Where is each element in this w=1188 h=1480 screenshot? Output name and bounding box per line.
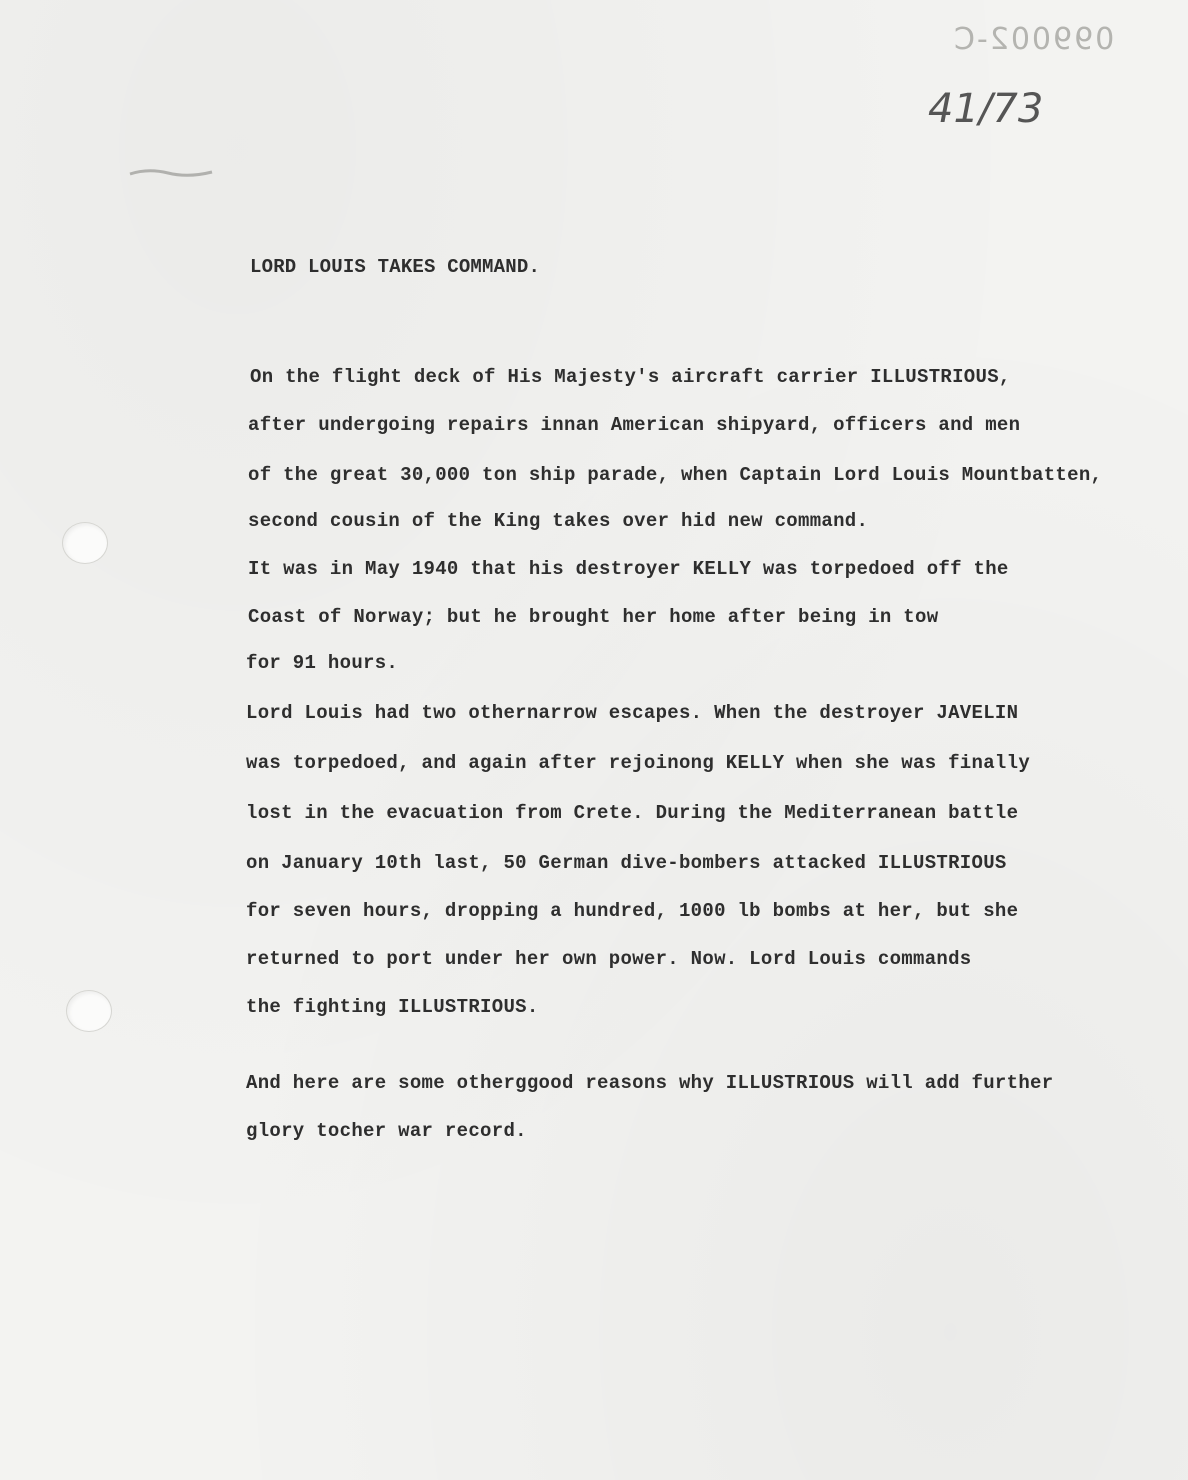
body-line: on January 10th last, 50 German dive-bombers attacked ILLUSTRIOUS <box>246 852 1007 874</box>
body-line: It was in May 1940 that his destroyer KELLY was torpedoed off the <box>248 558 1009 580</box>
body-line: And here are some otherggood reasons why ILLUSTRIOUS will add further <box>246 1072 1054 1094</box>
body-line: for seven hours, dropping a hundred, 1000 lb bombs at her, but she <box>246 900 1019 922</box>
body-line: Coast of Norway; but he brought her home after being in tow <box>248 606 939 628</box>
ink-smudge <box>128 166 214 180</box>
body-line: after undergoing repairs innan American shipyard, officers and men <box>248 414 1021 436</box>
page-title: LORD LOUIS TAKES COMMAND. <box>250 256 541 278</box>
body-line: of the great 30,000 ton ship parade, when Captain Lord Louis Mountbatten, <box>248 464 1103 486</box>
folio-number: 41/73 <box>928 86 1044 132</box>
body-line: for 91 hours. <box>246 652 399 674</box>
body-line: lost in the evacuation from Crete. During the Mediterranean battle <box>246 802 1019 824</box>
body-line: the fighting ILLUSTRIOUS. <box>246 996 539 1018</box>
archive-code: 099002-C <box>952 22 1115 57</box>
punch-hole-top <box>62 522 108 564</box>
body-line: glory tocher war record. <box>246 1120 527 1142</box>
body-line: was torpedoed, and again after rejoinong KELLY when she was finally <box>246 752 1031 774</box>
body-line: second cousin of the King takes over hid new command. <box>248 510 869 532</box>
body-line: Lord Louis had two othernarrow escapes. When the destroyer JAVELIN <box>246 702 1019 724</box>
punch-hole-bottom <box>66 990 112 1032</box>
body-line: returned to port under her own power. Now. Lord Louis commands <box>246 948 972 970</box>
body-line: On the flight deck of His Majesty's aircraft carrier ILLUSTRIOUS, <box>250 366 1011 388</box>
